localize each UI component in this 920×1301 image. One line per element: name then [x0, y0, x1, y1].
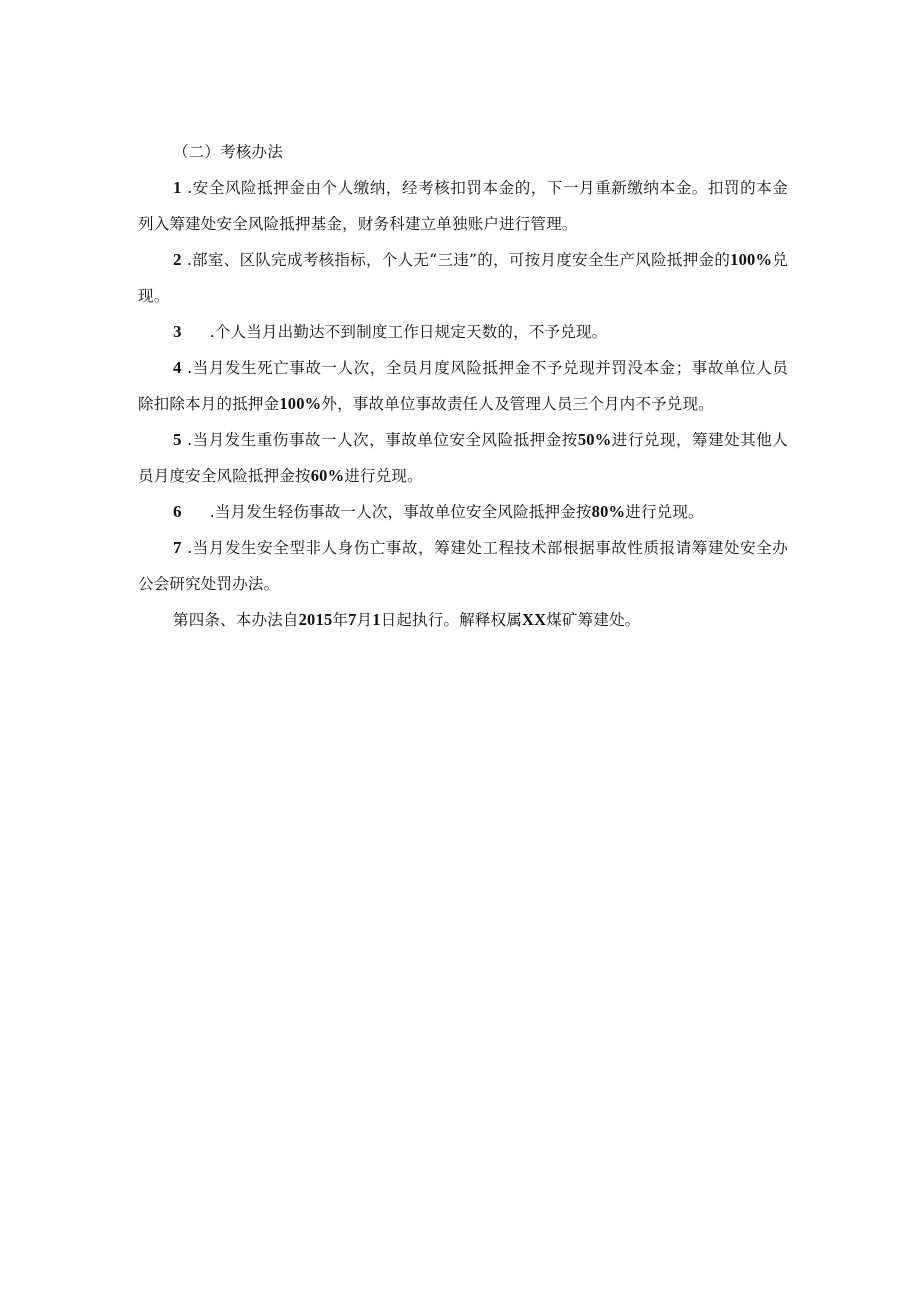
text-segment: .当月发生重伤事故一人次，事故单位安全风险抵押金按 — [181, 431, 578, 449]
text-segment: 月 — [356, 611, 373, 629]
text-segment: 进行兑现。 — [344, 467, 423, 485]
clause-number: 6 — [173, 502, 182, 521]
bold-value: 50% — [577, 430, 612, 449]
document-page — [138, 134, 788, 638]
text-segment: .安全风险抵押金由个人缴纳，经考核扣罚本金的，下一月重新缴纳本金。扣罚的本金列入筹建处安全风险抵押基金，财务科建立单独账户进行管理。 — [138, 179, 788, 233]
bold-value: 80% — [591, 502, 626, 521]
bold-value: 1 — [372, 610, 381, 629]
bold-value: 100% — [730, 250, 773, 269]
bold-value: 7 — [348, 610, 357, 629]
clause-item-7 — [138, 530, 788, 602]
clause-item-2 — [138, 242, 788, 314]
bold-value: 60% — [310, 466, 345, 485]
bold-value: 2015 — [298, 610, 333, 629]
clause-list — [138, 170, 788, 602]
section-title: （二）考核办法 — [173, 143, 283, 161]
text-segment: 煤矿筹建处。 — [546, 611, 641, 629]
text-segment: 年 — [332, 611, 349, 629]
text-segment: .个人当月出勤达不到制度工作日规定天数的，不予兑现。 — [209, 323, 608, 341]
text-segment: 日起执行。解释权属 — [380, 611, 523, 629]
clause-item-3 — [138, 314, 788, 350]
text-segment: .当月发生轻伤事故一人次，事故单位安全风险抵押金按 — [209, 503, 592, 521]
clause-number: 5 — [173, 430, 182, 449]
text-segment: .当月发生安全型非人身伤亡事故，筹建处工程技术部根据事故性质报请筹建处安全办公会研究处罚办法。 — [138, 539, 788, 593]
text-segment: 兑现。 — [138, 251, 789, 305]
clause-number: 1 — [173, 178, 182, 197]
clause-item-4 — [138, 350, 788, 422]
bold-value: 100% — [279, 394, 322, 413]
clause-number: 3 — [173, 322, 182, 341]
text-segment: .部室、区队完成考核指标，个人无“三违”的，可按月度安全生产风险抵押金的 — [181, 251, 731, 269]
clause-number: 2 — [173, 250, 182, 269]
clause-number: 7 — [173, 538, 182, 557]
text-segment: 进行兑现，筹建处其他人员月度安全风险抵押金按 — [138, 431, 788, 485]
text-segment: 外，事故单位事故责任人及管理人员三个月内不予兑现。 — [321, 395, 714, 413]
final-clause — [138, 602, 788, 638]
clause-item-6 — [138, 494, 788, 530]
text-segment: .当月发生死亡事故一人次，全员月度风险抵押金不予兑现并罚没本金；事故单位人员除扣除本月的抵押金 — [138, 359, 788, 413]
clause-number: 4 — [173, 358, 182, 377]
text-segment: 第四条、本办法自 — [173, 611, 299, 629]
bold-value: XX — [522, 610, 547, 629]
text-segment: 进行兑现。 — [625, 503, 704, 521]
clause-item-1 — [138, 170, 788, 242]
clause-item-5 — [138, 422, 788, 494]
